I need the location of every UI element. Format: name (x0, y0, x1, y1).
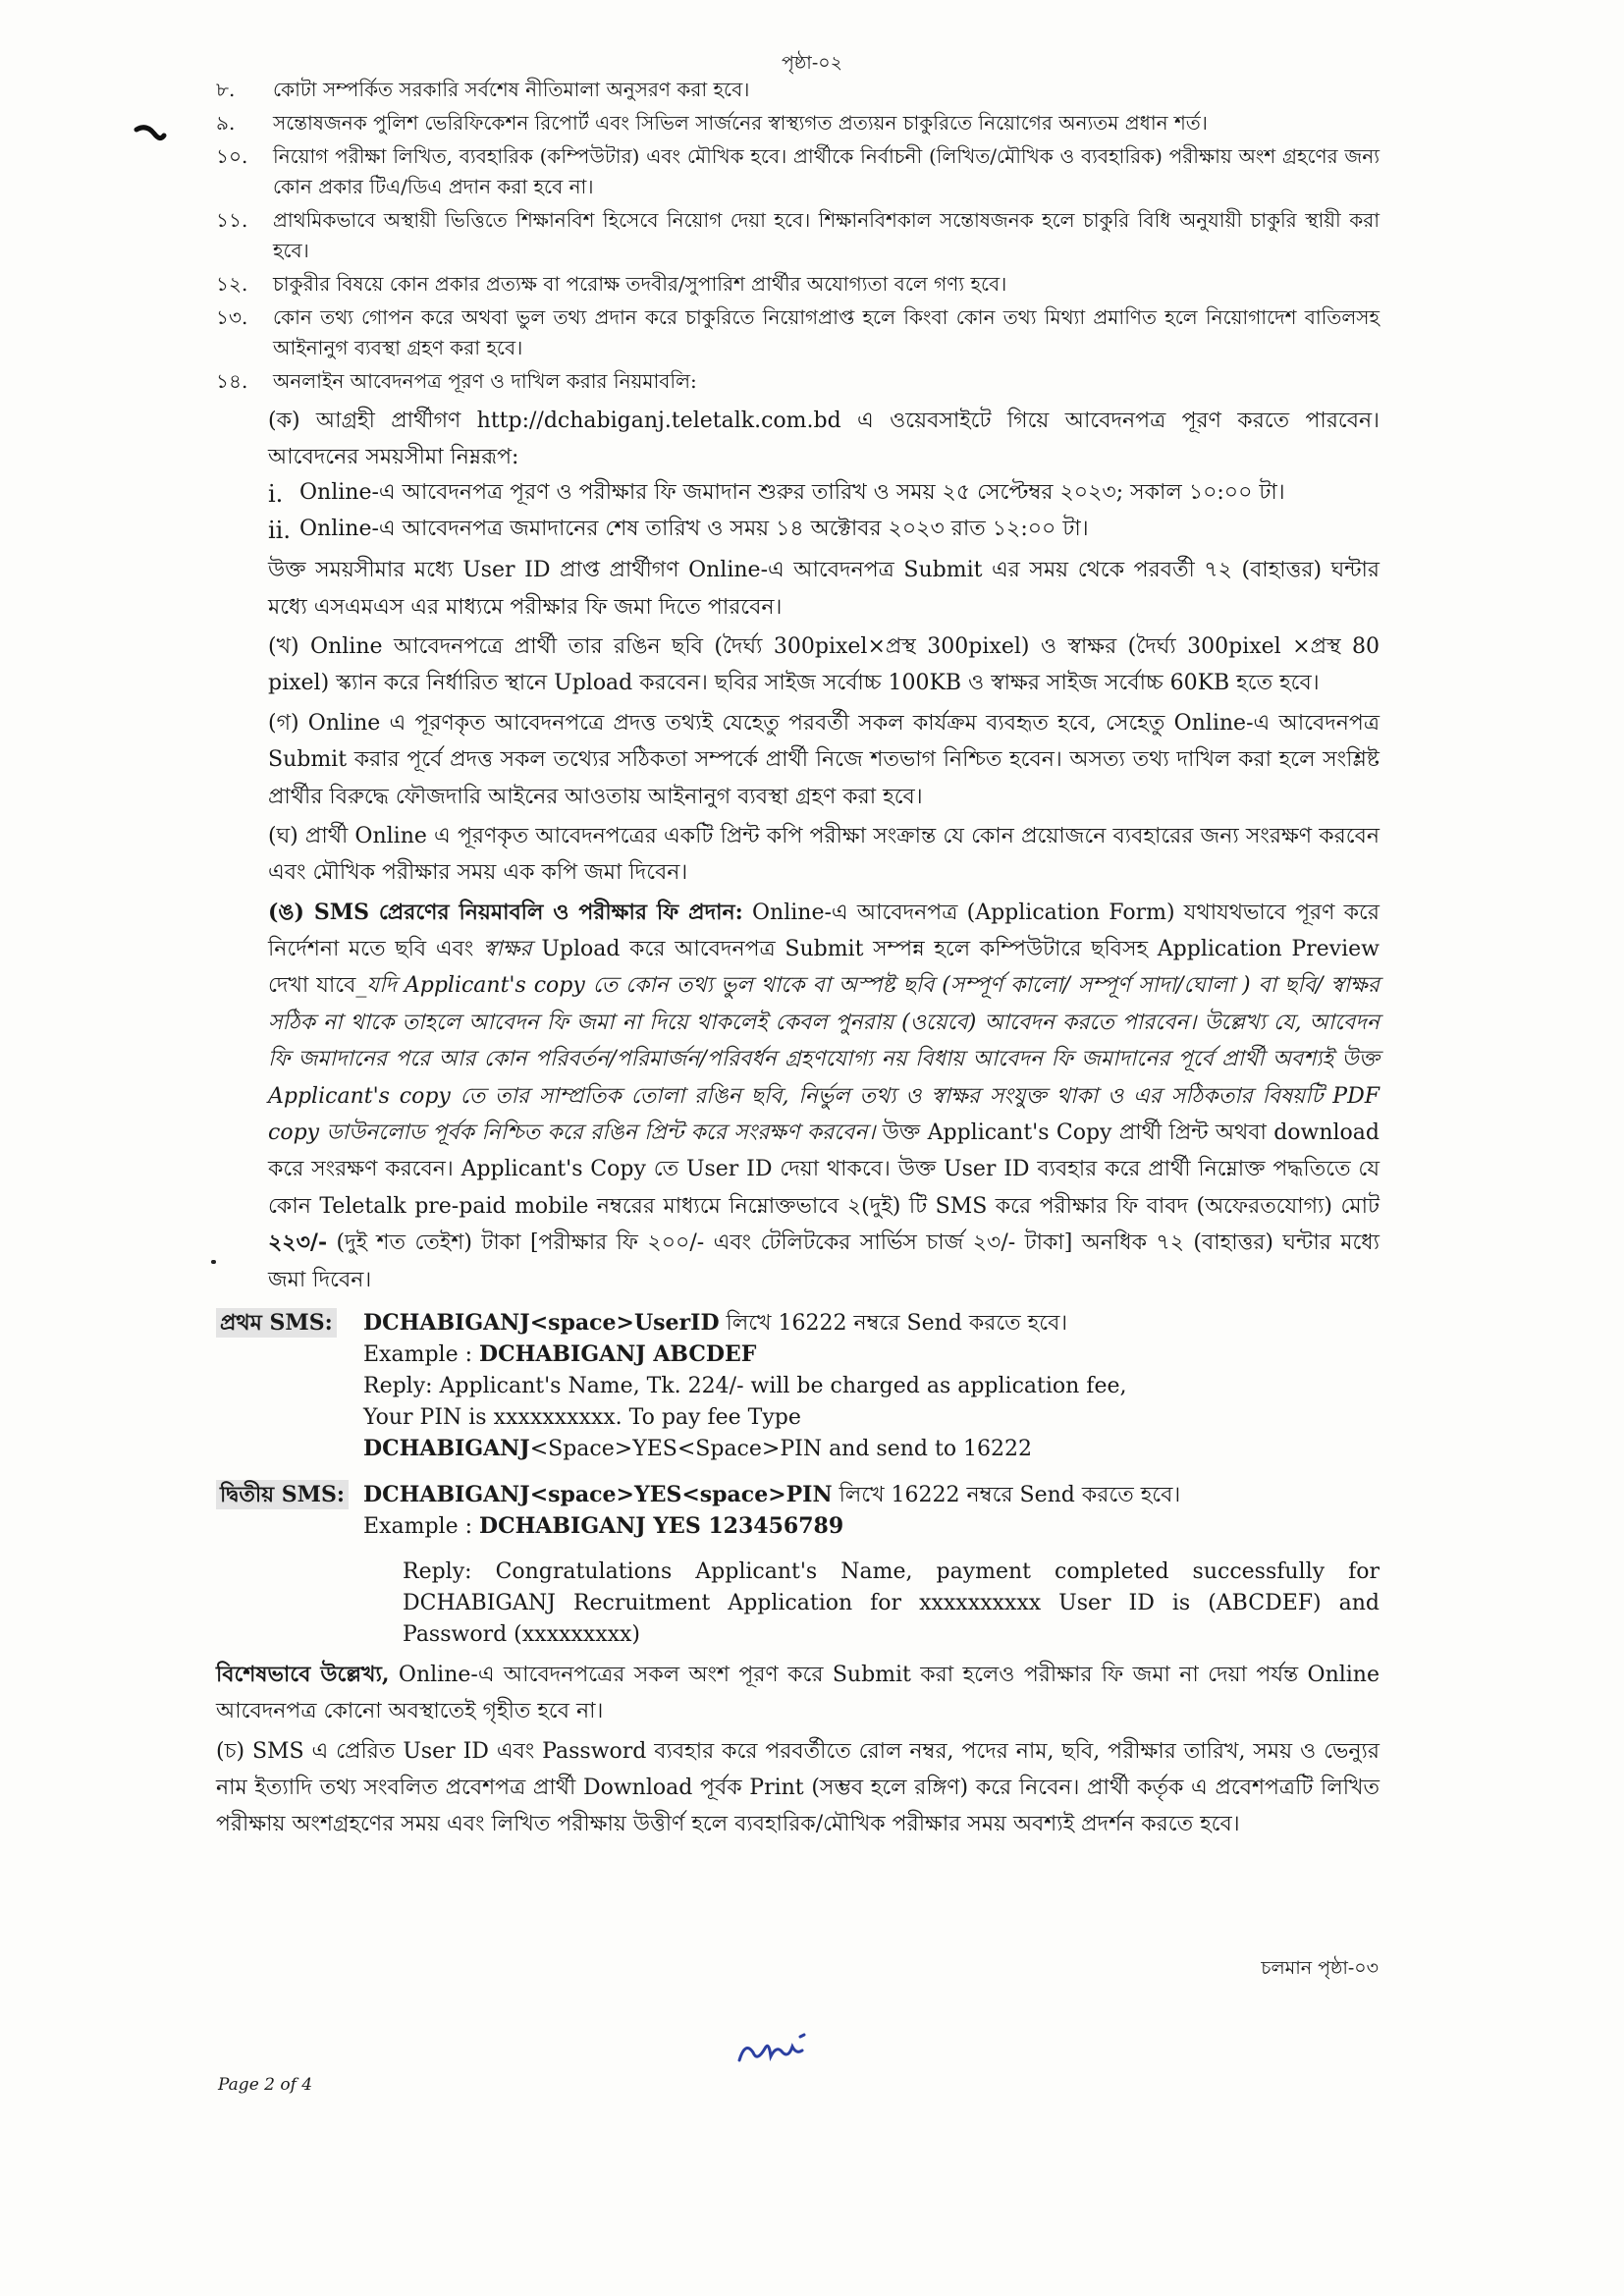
sms-command: DCHABIGANJ<space>YES<space>PIN লিখে 16222 নম্বরে Send করতে হবে। (363, 1482, 1181, 1508)
roman-text: Online-এ আবেদনপত্র জমাদানের শেষ তারিখ ও সময় ১৪ অক্টোবর ২০২৩ রাত ১২:০০ টা। (299, 516, 1089, 541)
subclause-kha: (খ) Online আবেদনপত্রে প্রার্থী তার রঙিন ছবি (দৈর্ঘ্য 300pixel×প্রস্থ 300pixel) ও স্বাক্ষর (দৈর্ঘ্য 300pixel ×প্রস্থ 80 pixel) স্ক্যান করে নির্ধারিত স্থানে Upload করবেন। ছবির সাইজ সর্বোচ্চ 100KB ও স্বাক্ষর সাইজ সর্বোচ্চ 60KB হতে হবে। (268, 633, 1380, 696)
signature-image (731, 2023, 820, 2072)
clause-text: নিয়োগ পরীক্ষা লিখিত, ব্যবহারিক (কম্পিউটার) এবং মৌখিক হবে। প্রার্থীকে নির্বাচনী (লিখিত/মৌখিক ও ব্যবহারিক) পরীক্ষায় অংশ গ্রহণের জন্য কোন প্রকার টিএ/ডিএ প্রদান করা হবে না। (273, 144, 1380, 198)
roman-number: i. (268, 479, 284, 508)
sms-label: প্রথম SMS: (216, 1308, 363, 1464)
clause-14 (216, 366, 1380, 397)
clause-text: কোটা সম্পর্কিত সরকারি সর্বশেষ নীতিমালা অনুসরণ করা হবে। (273, 78, 750, 101)
deadline-note: উক্ত সময়সীমার মধ্যে User ID প্রাপ্ত প্রার্থীগণ Online-এ আবেদনপত্র Submit এর সময় থেকে পরবর্তী ৭২ (বাহাত্তর) ঘন্টার মধ্যে এসএমএস এর মাধ্যমে পরীক্ষার ফি জমা দিতে পারবেন। (268, 558, 1380, 620)
deadline-start (216, 476, 1380, 513)
clause-11 (216, 205, 1380, 266)
clause-number: ১৩. (216, 305, 248, 329)
clause-number: ১১. (216, 208, 248, 232)
clause-number: ৯. (216, 111, 236, 135)
clause-text: প্রাথমিকভাবে অস্থায়ী ভিত্তিতে শিক্ষানবিশ হিসেবে নিয়োগ দেয়া হবে। শিক্ষানবিশকাল সন্তোষজনক হলে চাকুরি বিধি অনুযায়ী চাকুরি স্থায়ী করা হবে। (273, 208, 1380, 262)
uma-text-italic: স্বাক্ষর (482, 937, 532, 962)
page-footer: Page 2 of 4 (218, 2075, 313, 2095)
sms-second (216, 1480, 1380, 1650)
page-number-header: পৃষ্ঠা-০২ (782, 52, 842, 74)
uma-warning-italic: যদি Applicant's copy তে কোন তথ্য ভুল থাকে বা অস্পষ্ট ছবি (সম্পূর্ণ কালো/ সম্পূর্ণ সাদা/ঘোলা ) বা ছবি/ স্বাক্ষর সঠিক না থাকে তাহলে আবেদন ফি জমা না দিয়ে থাকলেই কেবল পুনরায় (ওয়েবে) আবেদন করতে পারবেন। উল্লেখ্য যে, আবেদন ফি জমাদানের পরে আর কোন পরিবর্তন/পরিমার্জন/পরিবর্ধন গ্রহণযোগ্য নয় বিধায় আবেদন ফি জমাদানের পূর্বে প্রার্থী অবশ্যই উক্ত Applicant's copy তে তার সাম্প্রতিক তোলা রঙিন ছবি, নির্ভুল তথ্য ও স্বাক্ষর সংযুক্ত থাকা ও এর সঠিকতার বিষয়টি PDF copy ডাউনলোড পূর্বক নিশ্চিত করে রঙিন প্রিন্ট করে সংরক্ষণ করবেন। (268, 973, 1380, 1146)
subclause-cha: (চ) SMS এ প্রেরিত User ID এবং Password ব্যবহার করে পরবর্তীতে রোল নম্বর, পদের নাম, ছবি, পরীক্ষার তারিখ, সময় ও ভেন্যুর নাম ইত্যাদি তথ্য সংবলিত প্রবেশপত্র প্রার্থী Download পূর্বক Print (সম্ভব হলে রঙ্গিণ) করে নিবেন। প্রার্থী কর্তৃক এ প্রবেশপত্রটি লিখিত পরীক্ষায় অংশগ্রহণের সময় এবং লিখিত পরীক্ষায় উত্তীর্ণ হলে ব্যবহারিক/মৌখিক পরীক্ষার সময় অবশ্যই প্রদর্শন করতে হবে। (216, 1738, 1380, 1837)
clause-text: চাকুরীর বিষয়ে কোন প্রকার প্রত্যক্ষ বা পরোক্ষ তদবীর/সুপারিশ প্রার্থীর অযোগ্যতা বলে গণ্য হবে। (273, 272, 1007, 296)
clause-number: ১৪. (216, 369, 248, 393)
subclause-ka: (ক) আগ্রহী প্রার্থীগণ http://dchabiganj.teletalk.com.bd এ ওয়েবসাইটে গিয়ে আবেদনপত্র পূরণ করতে পারবেন। আবেদনের সময়সীমা নিম্নরূপ: (268, 409, 1380, 470)
uma-heading: (ঙ) SMS প্রেরণের নিয়মাবলি ও পরীক্ষার ফি প্রদান: (268, 899, 743, 925)
clause-13 (216, 302, 1380, 363)
clause-9 (216, 108, 1380, 138)
sms-reply-line: DCHABIGANJ<Space>YES<Space>PIN and send to 16222 (363, 1435, 1033, 1461)
sms-reply-line: Your PIN is xxxxxxxxxx. To pay fee Type (363, 1404, 801, 1430)
continuation-note: চলমান পৃষ্ঠা-০৩ (1261, 1957, 1379, 1979)
clause-text: অনলাইন আবেদনপত্র পূরণ ও দাখিল করার নিয়মাবলি: (273, 369, 697, 393)
subclause-gha: (ঘ) প্রার্থী Online এ পূরণকৃত আবেদনপত্রের একটি প্রিন্ট কপি পরীক্ষা সংক্রান্ত যে কোন প্রয়োজনে ব্যবহারের জন্য সংরক্ষণ করবেন এবং মৌখিক পরীক্ষার সময় এক কপি জমা দিবেন। (268, 823, 1380, 886)
roman-text: Online-এ আবেদনপত্র পূরণ ও পরীক্ষার ফি জমাদান শুরুর তারিখ ও সময় ২৫ সেপ্টেম্বর ২০২৩; সকাল ১০:০০ টা। (299, 479, 1285, 505)
scan-mark (133, 116, 168, 151)
sms-example: Example : DCHABIGANJ ABCDEF (363, 1340, 757, 1367)
subclause-ga: (গ) Online এ পূরণকৃত আবেদনপত্রে প্রদত্ত তথ্যই যেহেতু পরবর্তী সকল কার্যক্রম ব্যবহৃত হবে, সেহেতু Online-এ আবেদনপত্র Submit করার পূর্বে প্রদত্ত সকল তথ্যের সঠিকতা সম্পর্কে প্রার্থী নিজে শতভাগ নিশ্চিত হবেন। অসত্য তথ্য দাখিল করা হলে সংশ্লিষ্ট প্রার্থীর বিরুদ্ধে ফৌজদারি আইনের আওতায় আইনানুগ ব্যবস্থা গ্রহণ করা হবে। (268, 710, 1380, 809)
sms-label: দ্বিতীয় SMS: (216, 1480, 363, 1543)
uma-text: Upload করে আবেদনপত্র Submit সম্পন্ন হলে কম্পিউটারে ছবিসহ Application Preview দেখা যাবে_ (268, 937, 1380, 999)
clause-number: ১২. (216, 272, 248, 296)
clause-8 (216, 75, 1380, 105)
clause-12 (216, 269, 1380, 300)
uma-text: (দুই শত তেইশ) টাকা [পরীক্ষার ফি ২০০/- এবং টেলিটকের সার্ভিস চার্জ ২৩/- টাকা] অনধিক ৭২ (বাহাত্তর) ঘন্টার মধ্যে জমা দিবেন। (268, 1230, 1380, 1292)
sms-command: DCHABIGANJ<space>UserID লিখে 16222 নম্বরে Send করতে হবে। (363, 1309, 1068, 1336)
subclause-uma (216, 895, 1380, 1298)
document-body (216, 75, 1380, 1843)
clause-10 (216, 141, 1380, 202)
clause-number: ৮. (216, 78, 236, 101)
fee-amount: ২২৩/- (268, 1230, 328, 1256)
special-note: বিশেষভাবে উল্লেখ্য, Online-এ আবেদনপত্রের সকল অংশ পূরণ করে Submit করা হলেও পরীক্ষার ফি জমা না দেয়া পর্যন্ত Online আবেদনপত্র কোনো অবস্থাতেই গৃহীত হবে না। (216, 1661, 1380, 1724)
sms-first (216, 1308, 1380, 1464)
clause-number: ১০. (216, 144, 248, 168)
sms-reply-line: Reply: Applicant's Name, Tk. 224/- will be charged as application fee, (363, 1373, 1127, 1398)
clause-text: কোন তথ্য গোপন করে অথবা ভুল তথ্য প্রদান করে চাকুরিতে নিয়োগপ্রাপ্ত হলে কিংবা কোন তথ্য মিথ্যা প্রমাণিত হলে নিয়োগাদেশ বাতিলসহ আইনানুগ ব্যবস্থা গ্রহণ করা হবে। (273, 305, 1380, 359)
roman-number: ii. (268, 516, 291, 544)
sms-example: Example : DCHABIGANJ YES 123456789 (363, 1513, 844, 1540)
sms-reply: Reply: Congratulations Applicant's Name, payment completed successfully for DCHABIGANJ Recruitment Application for xxxxxxxxxx User ID is (ABCDEF) and Password (xxxxxxxxx) (403, 1559, 1380, 1647)
uma-text: উক্ত Applicant's Copy প্রার্থী প্রিন্ট অথবা download করে সংরক্ষণ করবেন। Applicant's Copy তে User ID দেয়া থাকবে। উক্ত User ID ব্যবহার করে প্রার্থী নিম্নোক্ত পদ্ধতিতে যে কোন Teletalk pre-paid mobile নম্বরের মাধ্যমে নিম্নোক্তভাবে ২(দুই) টি SMS করে পরীক্ষার ফি বাবদ (অফেরতযোগ্য) মোট (268, 1121, 1380, 1219)
uma-text: Online-এ আবেদনপত্র (Application Form) যথাযথভাবে পূরণ করে নির্দেশনা মতে ছবি এবং (268, 900, 1380, 962)
clause-text: সন্তোষজনক পুলিশ ভেরিফিকেশন রিপোর্ট এবং সিভিল সার্জনের স্বাস্থ্যগত প্রত্যয়ন চাকুরিতে নিয়োগের অন্যতম প্রধান শর্ত। (273, 111, 1208, 135)
deadline-end (216, 513, 1380, 549)
